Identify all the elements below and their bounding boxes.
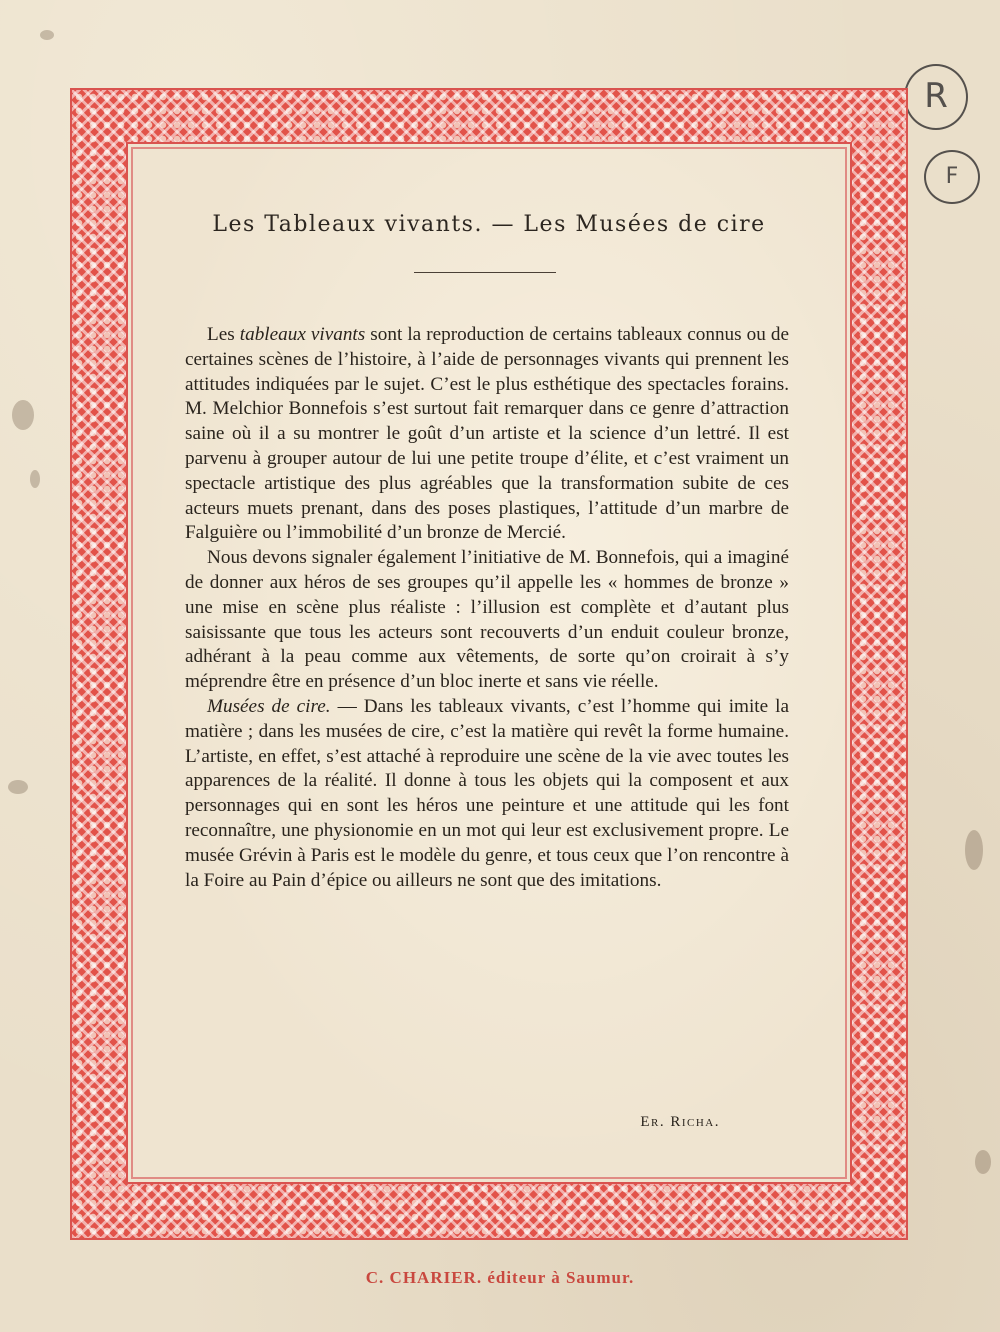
circled-letter-f: F <box>924 150 980 204</box>
paragraph-tableaux-vivants <box>185 323 789 546</box>
paper-stain <box>40 30 54 40</box>
paragraph-text: — Dans les tableaux vivants, c’est l’homme qui imite la matière ; dans les musées de cire, c’est la matière qui revêt la forme humaine. L’artiste, en effet, s’est attaché à reproduire une scène de la vie avec toutes les apparences de la réalité. Il donne à tous les objets qui la composent et aux personnages qui en sont les héros une peinture et une attitude qui les font reconnaître, une physionomie en un mot qui leur est exclusivement propre. Le musée Grévin à Paris est le modèle du genre, et tous ceux que l’on rencontre à la Foire au Pain d’épice ou ailleurs ne sont que des imitations. <box>185 695 789 891</box>
title-rule <box>414 272 556 273</box>
page-title: Les Tableaux vivants. — Les Musées de cire <box>212 212 766 237</box>
publisher-imprint: C. CHARIER. éditeur à Saumur. <box>365 1268 635 1287</box>
paragraph-italic-term: tableaux vivants <box>239 324 366 345</box>
paper-stain <box>975 1150 991 1174</box>
paragraph-musees-de-cire <box>185 695 789 893</box>
paper-stain <box>965 830 983 870</box>
circled-letter-r: R <box>904 64 968 130</box>
article-body <box>185 323 789 893</box>
paper-stain <box>30 470 40 488</box>
paper-stain <box>8 780 28 794</box>
paragraph-text: Nous devons signaler également l’initiative de M. Bonnefois, qui a imaginé de donner aux héros de ses groupes qu’il appelle les « hommes de bronze » une mise en scène plus réaliste : l’illusion est complète et d’autant plus saisissante que tous les acteurs sont recouverts d’un enduit couleur bronze, adhérant à la peau comme aux vêtements, de sorte qu’on croirait à s’y méprendre être en présence d’un bloc inerte et sans vie réelle. <box>185 547 789 693</box>
paragraph-hommes-de-bronze <box>185 546 789 695</box>
paper-stain <box>12 400 34 430</box>
paragraph-text: sont la reproduction de certains tableaux connus ou de certaines scènes de l’histoire, à l’aide de personnages vivants qui prennent les attitudes indiquées par le sujet. C’est le plus esthétique des spectacles forains. M. Melchior Bonnefois s’est surtout fait remarquer dans ce genre d’attraction saine où il a su montrer le goût d’un artiste et la science d’un lettré. Il est parvenu à grouper autour de lui une petite troupe d’élite, et c’est vraiment un spectacle artistique des plus agréables que la transformation subite de ces acteurs muets prenant, dans des poses plastiques, l’attitude d’un marbre de Falguière ou l’immobilité d’un bronze de Mercié. <box>185 324 789 544</box>
author-signature: Er. Richa. <box>640 1114 720 1130</box>
paragraph-italic-heading: Musées de cire. <box>207 695 331 717</box>
paragraph-text: Les <box>207 324 240 345</box>
